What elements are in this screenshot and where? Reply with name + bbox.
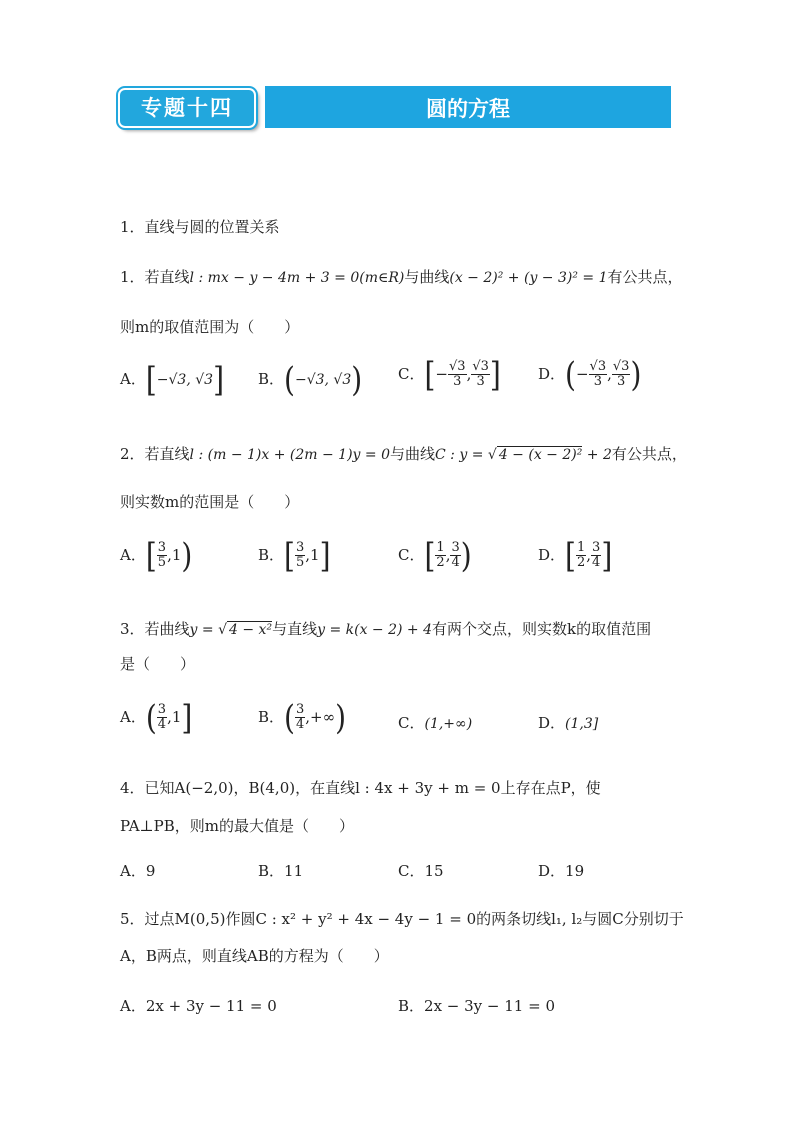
sqrt: √ 4 − x² — [218, 622, 273, 638]
fraction — [295, 703, 305, 733]
den: 5 — [157, 555, 167, 571]
q3-number: 3．若曲线 — [120, 620, 190, 638]
q4-option-a[interactable]: A．9 — [120, 862, 156, 880]
q1-option-b[interactable] — [258, 359, 363, 400]
q1-option-a-value: −√3, √3 — [156, 372, 214, 388]
bracket: ] — [601, 535, 613, 575]
question-3 — [120, 618, 651, 639]
sign: − — [435, 364, 448, 383]
num: 3 — [592, 540, 601, 555]
q3-option-b[interactable]: B．( $\frac{3}{4}$ ,+∞) — [258, 697, 347, 737]
num: 3 — [157, 702, 167, 717]
q4-line2: PA⊥PB，则m的最大值是（ ） — [120, 817, 354, 835]
section-title: 1．直线与圆的位置关系 — [120, 218, 280, 236]
q1-line-eq: l : mx − y − 4m + 3 = 0 — [189, 270, 360, 286]
num: 3 — [295, 540, 305, 555]
den: 4 — [592, 555, 601, 571]
sign: − — [575, 364, 589, 383]
q2-end: 有公共点， — [611, 445, 687, 463]
value: +∞ — [310, 707, 336, 726]
den: 4 — [451, 555, 460, 571]
q1-option-d[interactable]: D．(− $\frac{√3}{3}$ , $\frac{√3}{3}$ ) — [538, 354, 642, 394]
q1-option-d-label: D． — [538, 364, 566, 383]
q4-option-c[interactable]: C．15 — [398, 862, 444, 880]
q2-curve: C : y = — [435, 447, 488, 463]
q4-option-b[interactable]: B．11 — [258, 862, 304, 880]
q1-line2: 则m的取值范围为（ ） — [120, 318, 300, 336]
num: 3 — [157, 540, 167, 555]
den: 3 — [476, 374, 485, 390]
bracket: ( — [284, 697, 295, 737]
question-4: 4．已知A(−2,0)，B(4,0)，在直线l : 4x + 3y + m = 0上存在点P，使 — [120, 779, 601, 797]
q1-condition: (m∈R) — [359, 270, 405, 286]
q3-mid: 与直线 — [272, 620, 318, 638]
bracket: ( — [145, 697, 157, 737]
q2-plus: + 2 — [582, 447, 612, 463]
bracket: [ — [565, 535, 576, 575]
fraction — [435, 541, 445, 571]
q1-mid: 与曲线 — [404, 268, 450, 286]
num: 3 — [295, 702, 305, 717]
bracket: ] — [319, 535, 331, 575]
num: √3 — [589, 359, 607, 374]
num: 3 — [451, 540, 460, 555]
den: 4 — [157, 717, 167, 733]
label: C． — [398, 714, 425, 732]
bracket: ) — [630, 354, 642, 394]
num: 1 — [436, 540, 445, 555]
label: D． — [538, 545, 566, 564]
bracket: [ — [284, 535, 295, 575]
q1-option-a-label: A． — [120, 370, 146, 388]
fraction — [471, 360, 490, 390]
chapter-header — [118, 86, 671, 128]
q2-line2: 则实数m的范围是（ ） — [120, 493, 300, 511]
fraction — [576, 541, 586, 571]
sqrt: √ 4 − (x − 2)² — [487, 447, 583, 463]
den: 4 — [295, 717, 305, 733]
den: 3 — [617, 374, 626, 390]
q5-option-a[interactable]: A．2x + 3y − 11 = 0 — [120, 997, 277, 1015]
q2-number: 2．若直线 — [120, 445, 190, 463]
num: √3 — [472, 359, 489, 374]
q5-option-b[interactable]: B．2x − 3y − 11 = 0 — [398, 997, 555, 1015]
q1-number: 1．若直线 — [120, 268, 190, 286]
label: B． — [258, 707, 285, 726]
num: 1 — [576, 540, 586, 555]
q2-option-d[interactable]: D．[ $\frac{1}{2}$ , $\frac{3}{4}$ ] — [538, 535, 613, 575]
bracket: ) — [181, 535, 193, 575]
q1-curve: (x − 2)² + (y − 3)² = 1 — [449, 270, 608, 286]
den: 3 — [593, 374, 602, 390]
fraction — [612, 360, 631, 390]
fraction — [157, 703, 167, 733]
bracket: [ — [145, 535, 157, 575]
fraction — [450, 541, 460, 571]
q1-option-c-label: C． — [398, 364, 425, 383]
label: D． — [538, 714, 566, 732]
chapter-title: 圆的方程 — [265, 86, 671, 128]
fraction — [589, 360, 608, 390]
value: 1 — [310, 545, 320, 564]
fraction — [295, 541, 305, 571]
q5-line2: A，B两点，则直线AB的方程为（ ） — [120, 947, 389, 965]
bracket: ] — [181, 697, 193, 737]
q1-option-b-label: B． — [258, 370, 285, 388]
label: B． — [258, 545, 285, 564]
bracket: [ — [424, 354, 436, 394]
den: 5 — [295, 555, 305, 571]
q3-line2: 是（ ） — [120, 655, 196, 673]
label: A． — [120, 545, 146, 564]
bracket: [ — [145, 359, 157, 400]
den: 2 — [576, 555, 586, 571]
bracket: ) — [460, 535, 472, 575]
q3-option-d[interactable] — [538, 712, 598, 733]
num: √3 — [612, 359, 630, 374]
bracket: ) — [351, 359, 363, 400]
bracket: ) — [335, 697, 347, 737]
q2-mid: 与曲线 — [390, 445, 436, 463]
q1-option-a[interactable] — [120, 359, 225, 400]
q3-curve: y = — [189, 622, 219, 638]
chapter-badge: 专题十四 — [118, 88, 256, 128]
value: 1 — [171, 707, 182, 726]
bracket: ( — [565, 354, 576, 394]
q2-option-c[interactable]: C．[ $\frac{1}{2}$ , $\frac{3}{4}$ ) — [398, 535, 472, 575]
fraction — [448, 360, 467, 390]
bracket: ] — [213, 359, 225, 400]
q3-option-a[interactable]: A．( $\frac{3}{4}$ ,1] — [120, 697, 193, 737]
q1-option-c[interactable]: C．[− $\frac{√3}{3}$ , $\frac{√3}{3}$ ] — [398, 354, 501, 394]
q3-option-c[interactable] — [398, 712, 472, 733]
q2-line-eq: l : (m − 1)x + (2m − 1)y = 0 — [189, 447, 390, 463]
q4-option-d[interactable]: D．19 — [538, 862, 585, 880]
label: C． — [398, 545, 425, 564]
den: 3 — [453, 374, 462, 390]
value: (1,+∞) — [424, 716, 473, 732]
bracket: ] — [489, 354, 501, 394]
bracket: ( — [284, 359, 295, 400]
fraction — [157, 541, 167, 571]
bracket: [ — [424, 535, 436, 575]
value: (1,3] — [565, 716, 599, 732]
value: 1 — [171, 545, 182, 564]
fraction — [591, 541, 601, 571]
q2-option-a[interactable]: A．[ $\frac{3}{5}$ ,1) — [120, 535, 193, 575]
q3-line-eq: y = k(x − 2) + 4 — [317, 622, 432, 638]
q3-root: 4 − x² — [229, 622, 273, 638]
question-5: 5．过点M(0,5)作圆C : x² + y² + 4x − 4y − 1 = 0的两条切线l₁, l₂与圆C分别切于 — [120, 910, 684, 928]
question-2 — [120, 443, 687, 464]
label: A． — [120, 707, 146, 726]
q2-option-b[interactable]: B．[ $\frac{3}{5}$ ,1] — [258, 535, 331, 575]
q2-root: 4 − (x − 2)² — [498, 447, 583, 463]
num: √3 — [449, 359, 466, 374]
den: 2 — [436, 555, 445, 571]
q1-end: 有公共点， — [607, 268, 683, 286]
q1-option-b-value: −√3, √3 — [294, 372, 352, 388]
q3-end: 有两个交点，则实数k的取值范围 — [432, 620, 652, 638]
question-1 — [120, 266, 683, 287]
